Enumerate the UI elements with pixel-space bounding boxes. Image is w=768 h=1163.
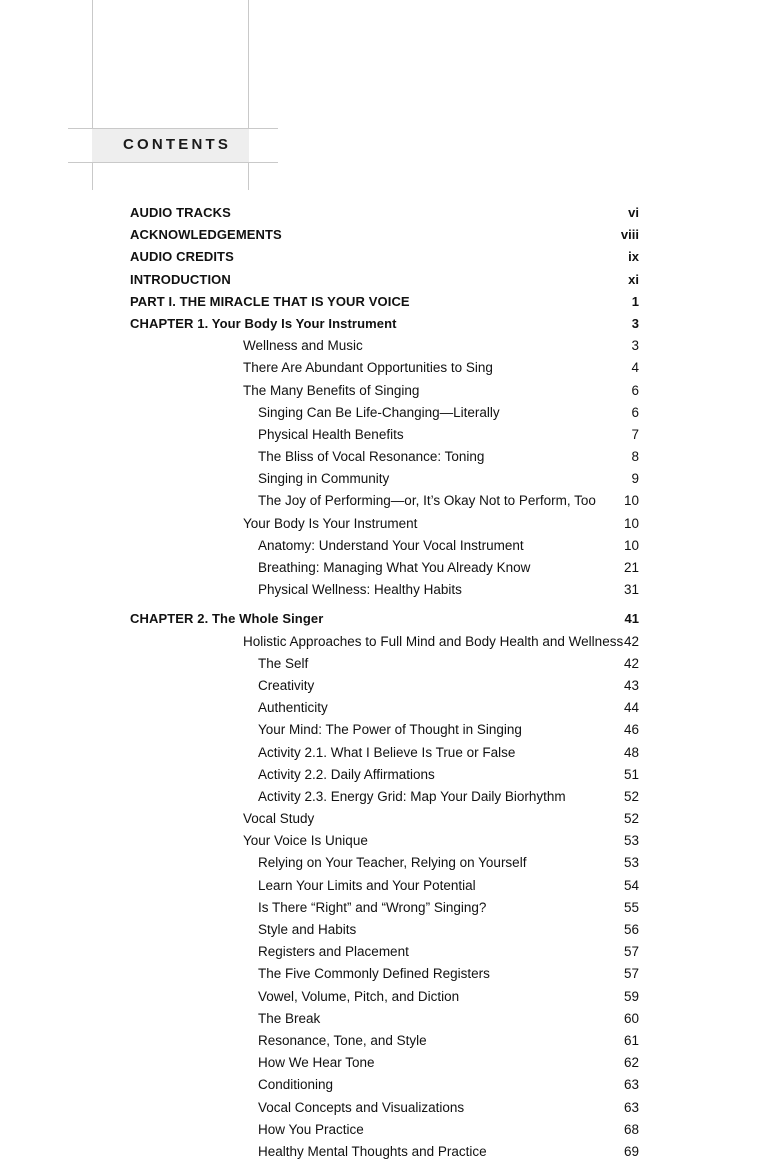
toc-entry-label: Vocal Concepts and Visualizations bbox=[258, 1099, 465, 1115]
toc-entry[interactable] bbox=[0, 1074, 768, 1096]
toc-entry-label: There Are Abundant Opportunities to Sing bbox=[243, 360, 493, 376]
toc-entry-label: AUDIO CREDITS bbox=[130, 249, 234, 265]
toc-entry[interactable] bbox=[0, 535, 768, 557]
toc-entry-page-number: 42 bbox=[623, 633, 639, 649]
toc-entry[interactable] bbox=[0, 380, 768, 402]
toc-entry-page-number: 53 bbox=[623, 855, 639, 871]
toc-entry-label: Physical Health Benefits bbox=[258, 426, 404, 442]
toc-entry-label: Your Body Is Your Instrument bbox=[243, 515, 418, 531]
toc-entry[interactable] bbox=[0, 852, 768, 874]
toc-entry-label: Holistic Approaches to Full Mind and Body Health and Wellness bbox=[243, 633, 624, 649]
toc-entry[interactable] bbox=[0, 719, 768, 741]
toc-entry-label: Relying on Your Teacher, Relying on Yourself bbox=[258, 855, 527, 871]
toc-entry[interactable] bbox=[0, 513, 768, 535]
toc-entry[interactable] bbox=[0, 941, 768, 963]
toc-entry-label: Conditioning bbox=[258, 1077, 334, 1093]
toc-entry[interactable] bbox=[0, 764, 768, 786]
toc-entry-page-number: 9 bbox=[631, 471, 639, 487]
toc-entry[interactable] bbox=[0, 446, 768, 468]
toc-entry[interactable] bbox=[0, 830, 768, 852]
toc-entry-label: Anatomy: Understand Your Vocal Instrument bbox=[258, 537, 524, 553]
toc-entry-label: Your Mind: The Power of Thought in Singing bbox=[258, 722, 522, 738]
toc-entry-page-number: vi bbox=[628, 205, 639, 220]
toc-entry-page-number: 31 bbox=[623, 582, 639, 598]
toc-entry-label: CHAPTER 1. Your Body Is Your Instrument bbox=[130, 315, 397, 331]
toc-entry[interactable] bbox=[0, 808, 768, 830]
toc-entry-page-number: 21 bbox=[623, 560, 639, 575]
toc-entry[interactable] bbox=[0, 224, 768, 246]
toc-entry-page-number: 10 bbox=[623, 493, 639, 509]
toc-entry-label: Activity 2.2. Daily Affirmations bbox=[258, 766, 435, 782]
toc-entry-label: How You Practice bbox=[258, 1121, 364, 1137]
toc-entry-page-number: 8 bbox=[631, 449, 639, 465]
toc-entry-label: The Bliss of Vocal Resonance: Toning bbox=[258, 449, 485, 465]
toc-entry-page-number: 46 bbox=[623, 722, 639, 738]
toc-entry-page-number: 61 bbox=[623, 1032, 639, 1048]
toc-entry[interactable] bbox=[0, 1030, 768, 1052]
toc-entry[interactable] bbox=[0, 786, 768, 808]
decorative-rule-horizontal-bottom bbox=[68, 162, 278, 163]
toc-entry[interactable] bbox=[0, 246, 768, 268]
toc-entry[interactable] bbox=[0, 468, 768, 490]
toc-entry[interactable] bbox=[0, 1052, 768, 1074]
toc-entry[interactable] bbox=[0, 557, 768, 579]
toc-entry[interactable] bbox=[0, 1119, 768, 1141]
toc-entry-page-number: 63 bbox=[623, 1077, 639, 1093]
toc-entry[interactable] bbox=[0, 675, 768, 697]
toc-entry[interactable] bbox=[0, 897, 768, 919]
toc-entry-page-number: 55 bbox=[623, 899, 639, 915]
toc-entry-label: The Joy of Performing—or, It’s Okay Not to Perform, Too bbox=[258, 493, 596, 509]
toc-entry-page-number: 10 bbox=[623, 537, 639, 553]
toc-entry-page-number: 41 bbox=[624, 611, 639, 627]
toc-entry[interactable] bbox=[0, 357, 768, 379]
toc-entry-label: Healthy Mental Thoughts and Practice bbox=[258, 1143, 487, 1159]
toc-entry-page-number: 44 bbox=[623, 700, 639, 716]
toc-entry-page-number: 10 bbox=[623, 515, 639, 531]
toc-entry-label: CHAPTER 2. The Whole Singer bbox=[130, 611, 324, 627]
toc-entry-page-number: ix bbox=[628, 249, 639, 265]
toc-entry[interactable] bbox=[0, 402, 768, 424]
toc-entry-label: Style and Habits bbox=[258, 922, 357, 937]
toc-entry-page-number: 6 bbox=[631, 404, 639, 420]
toc-entry-page-number: 4 bbox=[631, 360, 639, 376]
toc-entry-page-number: 62 bbox=[623, 1055, 639, 1071]
toc-entry[interactable] bbox=[0, 631, 768, 653]
toc-entry[interactable] bbox=[0, 579, 768, 601]
toc-entry-label: PART I. THE MIRACLE THAT IS YOUR VOICE bbox=[130, 293, 410, 309]
toc-entry[interactable] bbox=[0, 490, 768, 512]
toc-entry-label: Authenticity bbox=[258, 700, 328, 716]
toc-entry[interactable] bbox=[0, 1008, 768, 1030]
toc-entry-label: Vocal Study bbox=[243, 811, 315, 827]
toc-entry[interactable] bbox=[0, 335, 768, 357]
toc-entry[interactable] bbox=[0, 424, 768, 446]
toc-entry[interactable] bbox=[0, 963, 768, 985]
toc-entry-page-number: 1 bbox=[631, 293, 639, 309]
toc-entry-label: Is There “Right” and “Wrong” Singing? bbox=[258, 899, 487, 915]
toc-entry-page-number: 3 bbox=[631, 338, 639, 354]
toc-entry-page-number: 51 bbox=[623, 766, 639, 782]
toc-entry-label: The Break bbox=[258, 1010, 321, 1026]
toc-entry[interactable] bbox=[0, 919, 768, 941]
toc-entry-page-number: 59 bbox=[623, 988, 639, 1004]
toc-entry-page-number: 52 bbox=[623, 788, 639, 804]
page-title: CONTENTS bbox=[123, 136, 232, 153]
table-of-contents bbox=[0, 202, 768, 1163]
toc-entry-label: The Five Commonly Defined Registers bbox=[258, 966, 490, 982]
toc-entry[interactable] bbox=[0, 1097, 768, 1119]
toc-entry-label: Learn Your Limits and Your Potential bbox=[258, 877, 476, 893]
toc-entry-label: ACKNOWLEDGEMENTS bbox=[130, 227, 282, 243]
toc-entry-page-number: 53 bbox=[623, 833, 639, 849]
toc-entry[interactable] bbox=[0, 313, 768, 335]
toc-entry-page-number: 57 bbox=[623, 944, 639, 960]
toc-entry[interactable] bbox=[0, 742, 768, 764]
toc-entry[interactable] bbox=[0, 875, 768, 897]
toc-entry-page-number: 42 bbox=[623, 655, 639, 671]
toc-entry-page-number: 57 bbox=[623, 966, 639, 982]
toc-entry-label: Singing Can Be Life-Changing—Literally bbox=[258, 404, 500, 420]
toc-entry-label: Your Voice Is Unique bbox=[243, 833, 368, 849]
toc-entry[interactable] bbox=[0, 697, 768, 719]
toc-entry-label: INTRODUCTION bbox=[130, 271, 231, 287]
toc-entry-label: The Self bbox=[258, 655, 309, 671]
toc-entry[interactable] bbox=[0, 653, 768, 675]
toc-entry[interactable] bbox=[0, 202, 768, 224]
toc-entry-page-number: 68 bbox=[623, 1121, 639, 1137]
toc-entry[interactable] bbox=[0, 269, 768, 291]
toc-entry-label: How We Hear Tone bbox=[258, 1055, 375, 1071]
toc-entry[interactable] bbox=[0, 1141, 768, 1163]
toc-entry-page-number: 52 bbox=[623, 811, 639, 827]
toc-entry-label: Physical Wellness: Healthy Habits bbox=[258, 582, 462, 598]
toc-entry-page-number: 48 bbox=[623, 744, 639, 760]
toc-entry-page-number: 7 bbox=[631, 426, 639, 442]
toc-entry-page-number: 56 bbox=[623, 922, 639, 937]
toc-entry-page-number: 6 bbox=[631, 382, 639, 398]
toc-entry-label: The Many Benefits of Singing bbox=[243, 382, 420, 398]
toc-entry-page-number: xi bbox=[628, 271, 639, 287]
toc-entry-label: Activity 2.3. Energy Grid: Map Your Daily Biorhythm bbox=[258, 788, 566, 804]
toc-entry-label: Resonance, Tone, and Style bbox=[258, 1032, 427, 1048]
toc-entry[interactable] bbox=[0, 986, 768, 1008]
toc-entry-page-number: 60 bbox=[623, 1010, 639, 1026]
toc-entry-page-number: 3 bbox=[631, 315, 639, 331]
toc-entry-label: Breathing: Managing What You Already Know bbox=[258, 560, 531, 575]
toc-entry-page-number: 54 bbox=[623, 877, 639, 893]
toc-entry-label: Vowel, Volume, Pitch, and Diction bbox=[258, 988, 460, 1004]
toc-entry[interactable] bbox=[0, 291, 768, 313]
toc-entry-page-number: 69 bbox=[623, 1143, 639, 1159]
toc-entry[interactable] bbox=[0, 608, 768, 630]
toc-entry-label: Singing in Community bbox=[258, 471, 390, 487]
toc-entry-page-number: 43 bbox=[623, 677, 639, 693]
toc-entry-label: Activity 2.1. What I Believe Is True or False bbox=[258, 744, 516, 760]
toc-entry-label: AUDIO TRACKS bbox=[130, 205, 231, 220]
toc-entry-page-number: 63 bbox=[623, 1099, 639, 1115]
toc-entry-label: Creativity bbox=[258, 677, 315, 693]
toc-entry-label: Registers and Placement bbox=[258, 944, 409, 960]
toc-entry-label: Wellness and Music bbox=[243, 338, 363, 354]
toc-entry-page-number: viii bbox=[620, 227, 639, 243]
